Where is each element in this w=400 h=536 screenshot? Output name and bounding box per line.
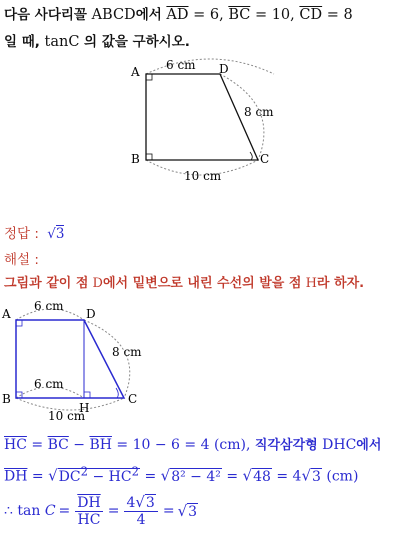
m3-den2: 4 xyxy=(136,512,146,528)
m1-minus: − xyxy=(73,437,86,453)
q-seg-ad: $\overline{AD}$ xyxy=(166,7,189,23)
label-b: B xyxy=(131,152,140,166)
q-intro: 다음 사다리꼴 xyxy=(4,7,87,23)
m2-48: 48 xyxy=(253,468,271,485)
fig2-label-c: C xyxy=(128,392,138,406)
m1-bh: $\overline{BH}$ xyxy=(89,437,112,453)
sol-text-end: 라 하자. xyxy=(316,276,365,291)
m3-frac-2: $\frac{4√3}{4}$ xyxy=(124,494,157,528)
m3-eq2: = xyxy=(107,503,120,519)
m2-root-1: $DC^2 - \overline{HC}^2$ xyxy=(58,464,139,485)
m2-unit: (cm) xyxy=(326,468,359,485)
q-seg-cd: $\overline{CD}$ xyxy=(299,7,323,23)
side-length: 8 cm xyxy=(244,105,274,119)
m2-eq2: = xyxy=(144,468,157,485)
fig2-side-length: 8 cm xyxy=(112,345,142,359)
q-shape-suffix: 에서 xyxy=(135,7,162,23)
solution-text xyxy=(4,272,400,291)
fig2-top-length: 6 cm xyxy=(34,299,64,313)
m2-inner: 8² − 4² xyxy=(171,468,221,485)
label-c: C xyxy=(260,152,270,166)
fig2-side-arc xyxy=(84,320,130,398)
m1-eq: = xyxy=(31,437,44,453)
top-length: 6 cm xyxy=(166,58,196,72)
m2-eq4: = 4 xyxy=(276,468,302,485)
question-line-2 xyxy=(4,29,398,56)
m3-eq3: = xyxy=(162,503,175,519)
m2-hc: $\overline{HC}$ xyxy=(108,468,132,485)
q-line2-end: 의 값을 구하시오. xyxy=(84,34,190,50)
m3-num: $\overline{DH}$ xyxy=(77,494,101,511)
m3-c: C xyxy=(44,503,56,519)
m2-eq3: = xyxy=(226,468,239,485)
right-angle-a xyxy=(146,74,152,80)
right-angle-b xyxy=(146,154,152,160)
answer-label: 정답 : xyxy=(4,226,39,242)
fig2-trapezoid xyxy=(16,320,124,398)
m1-bc: $\overline{BC}$ xyxy=(47,437,69,453)
solution-label: 해설 : xyxy=(4,252,39,268)
fig2-right-angle-h xyxy=(84,392,90,398)
bottom-length: 10 cm xyxy=(184,169,222,183)
m3-therefore: ∴ tan xyxy=(4,503,41,519)
fig2-mid-length: 6 cm xyxy=(34,377,64,391)
m3-eq1: = xyxy=(58,503,71,519)
math-line-2: $\overline{DH} = √DC^2 - \overline{HC}^2 = √8^2 - 4^2 = √48 = 4√3$ (cm) xyxy=(4,464,359,485)
m3-den: HC xyxy=(77,511,101,528)
fig2-right-angle-a xyxy=(16,320,22,326)
m2-dc: DC xyxy=(58,468,81,485)
m2-3: 3 xyxy=(312,468,321,485)
q-eq-1: = 6, xyxy=(193,7,224,23)
fig2-label-a: A xyxy=(2,307,11,321)
q-line2-start: 일 때, xyxy=(4,34,40,50)
angle-c-arc xyxy=(250,152,252,160)
answer-value: 3 xyxy=(55,226,65,242)
q-eq-3: = 8 xyxy=(326,7,353,23)
m2-eq1: = xyxy=(31,468,44,485)
math-line-3: ∴ tan C = $\frac{\overline{DH}}{HC}$ = $\frac{4√3}{4}$ = √ 3 xyxy=(4,493,198,528)
answer-row: 정답 : √3 xyxy=(4,226,65,242)
m3-num2-rt: 3 xyxy=(145,495,155,511)
sol-text-mid: 에서 밑변으로 내린 수선의 발을 점 xyxy=(102,276,302,291)
fig2-label-h: H xyxy=(79,401,90,415)
trapezoid-figure xyxy=(120,56,290,186)
m2-dh: $\overline{DH}$ xyxy=(4,468,28,485)
q-seg-bc: $\overline{BC}$ xyxy=(228,7,251,23)
q-shape: ABCD xyxy=(91,7,136,23)
fig2-label-b: B xyxy=(2,392,11,406)
q-func: tanC xyxy=(44,34,80,50)
fig2-angle-c xyxy=(116,388,118,398)
sol-point-d: D xyxy=(92,276,103,291)
sol-text-pre: 그림과 같이 점 xyxy=(4,276,89,291)
m3-result: 3 xyxy=(188,503,198,520)
fig2-label-d: D xyxy=(86,307,96,321)
m1-rest: = 10 − 6 = 4 (cm), xyxy=(116,437,251,453)
m1-tri: DHC xyxy=(322,437,357,453)
m1-suffix: 에서 xyxy=(356,438,382,453)
math-line-1 xyxy=(4,434,381,453)
m3-num2: 4 xyxy=(126,495,136,511)
question-line-1 xyxy=(4,2,398,29)
q-eq-2: = 10, xyxy=(254,7,295,23)
m3-frac-1 xyxy=(75,495,102,528)
m1-hc: $\overline{HC}$ xyxy=(4,437,27,453)
sol-point-h: H xyxy=(305,276,317,291)
label-d: D xyxy=(219,62,229,76)
fig2-bottom-length: 10 cm xyxy=(48,409,86,423)
question-text xyxy=(4,2,398,56)
trapezoid-abcd xyxy=(146,74,258,160)
label-a: A xyxy=(131,65,140,79)
m1-text: 직각삼각형 xyxy=(254,438,318,453)
solution-figure xyxy=(0,296,180,424)
